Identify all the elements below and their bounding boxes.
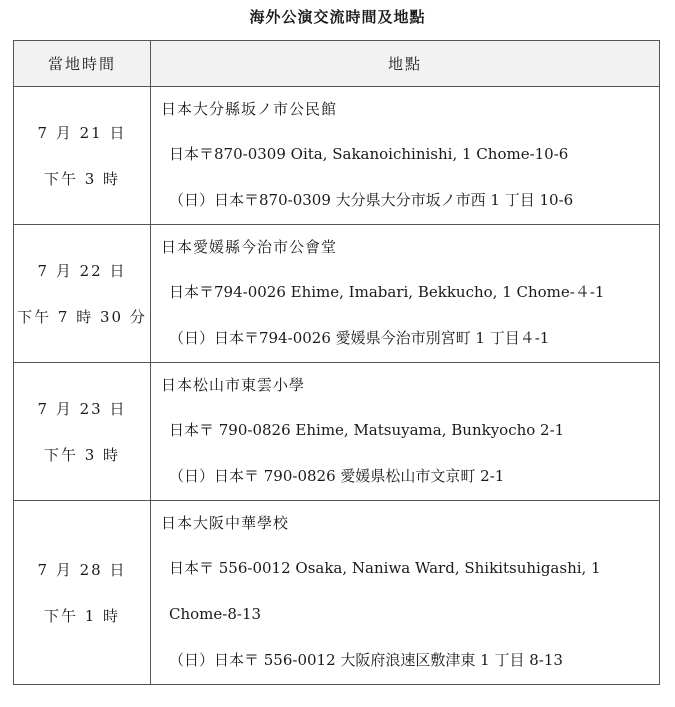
schedule-table xyxy=(13,40,660,685)
venue-name: 日本愛媛縣今治市公會堂 xyxy=(161,238,338,256)
address-romanized: 日本〒794-0026 Ehime, Imabari, Bekkucho, 1 Chome-４-1 xyxy=(169,283,605,301)
time-text: 下午 3 時 xyxy=(43,169,121,188)
time-text: 下午 1 時 xyxy=(43,606,121,625)
time-text: 下午 7 時 30 分 xyxy=(17,307,147,326)
time-cell xyxy=(14,363,151,501)
date-text: 7 月 23 日 xyxy=(37,399,127,418)
address-romanized: 日本〒 556-0012 Osaka, Naniwa Ward, Shikitsuhigashi, 1 Chome-8-13 xyxy=(169,559,601,623)
address-japanese: （日）日本〒870-0309 大分県大分市坂ノ市西 1 丁目 10-6 xyxy=(169,191,574,209)
table-row xyxy=(14,363,660,501)
location-cell xyxy=(151,225,660,363)
header-location: 地點 xyxy=(151,41,660,87)
date-text: 7 月 21 日 xyxy=(37,123,127,142)
time-cell xyxy=(14,501,151,685)
location-cell xyxy=(151,363,660,501)
header-local-time: 當地時間 xyxy=(14,41,151,87)
table-row xyxy=(14,87,660,225)
date-text: 7 月 28 日 xyxy=(37,560,127,579)
time-cell xyxy=(14,87,151,225)
location-cell xyxy=(151,87,660,225)
time-text: 下午 3 時 xyxy=(43,445,121,464)
address-japanese: （日）日本〒 556-0012 大阪府浪速区敷津東 1 丁目 8-13 xyxy=(169,651,563,669)
table-header-row xyxy=(14,41,660,87)
venue-name: 日本大分縣坂ノ市公民館 xyxy=(161,100,338,118)
location-cell xyxy=(151,501,660,685)
venue-name: 日本松山市東雲小學 xyxy=(161,376,306,394)
table-row xyxy=(14,225,660,363)
table-row xyxy=(14,501,660,685)
address-romanized: 日本〒870-0309 Oita, Sakanoichinishi, 1 Chome-10-6 xyxy=(169,145,569,163)
address-romanized: 日本〒 790-0826 Ehime, Matsuyama, Bunkyocho 2-1 xyxy=(169,421,565,439)
address-japanese: （日）日本〒 790-0826 愛媛県松山市文京町 2-1 xyxy=(169,467,505,485)
address-japanese: （日）日本〒794-0026 愛媛県今治市別宮町 1 丁目４-1 xyxy=(169,329,550,347)
time-cell xyxy=(14,225,151,363)
document-title: 海外公演交流時間及地點 xyxy=(249,8,426,26)
venue-name: 日本大阪中華學校 xyxy=(161,514,290,532)
date-text: 7 月 22 日 xyxy=(37,261,127,280)
